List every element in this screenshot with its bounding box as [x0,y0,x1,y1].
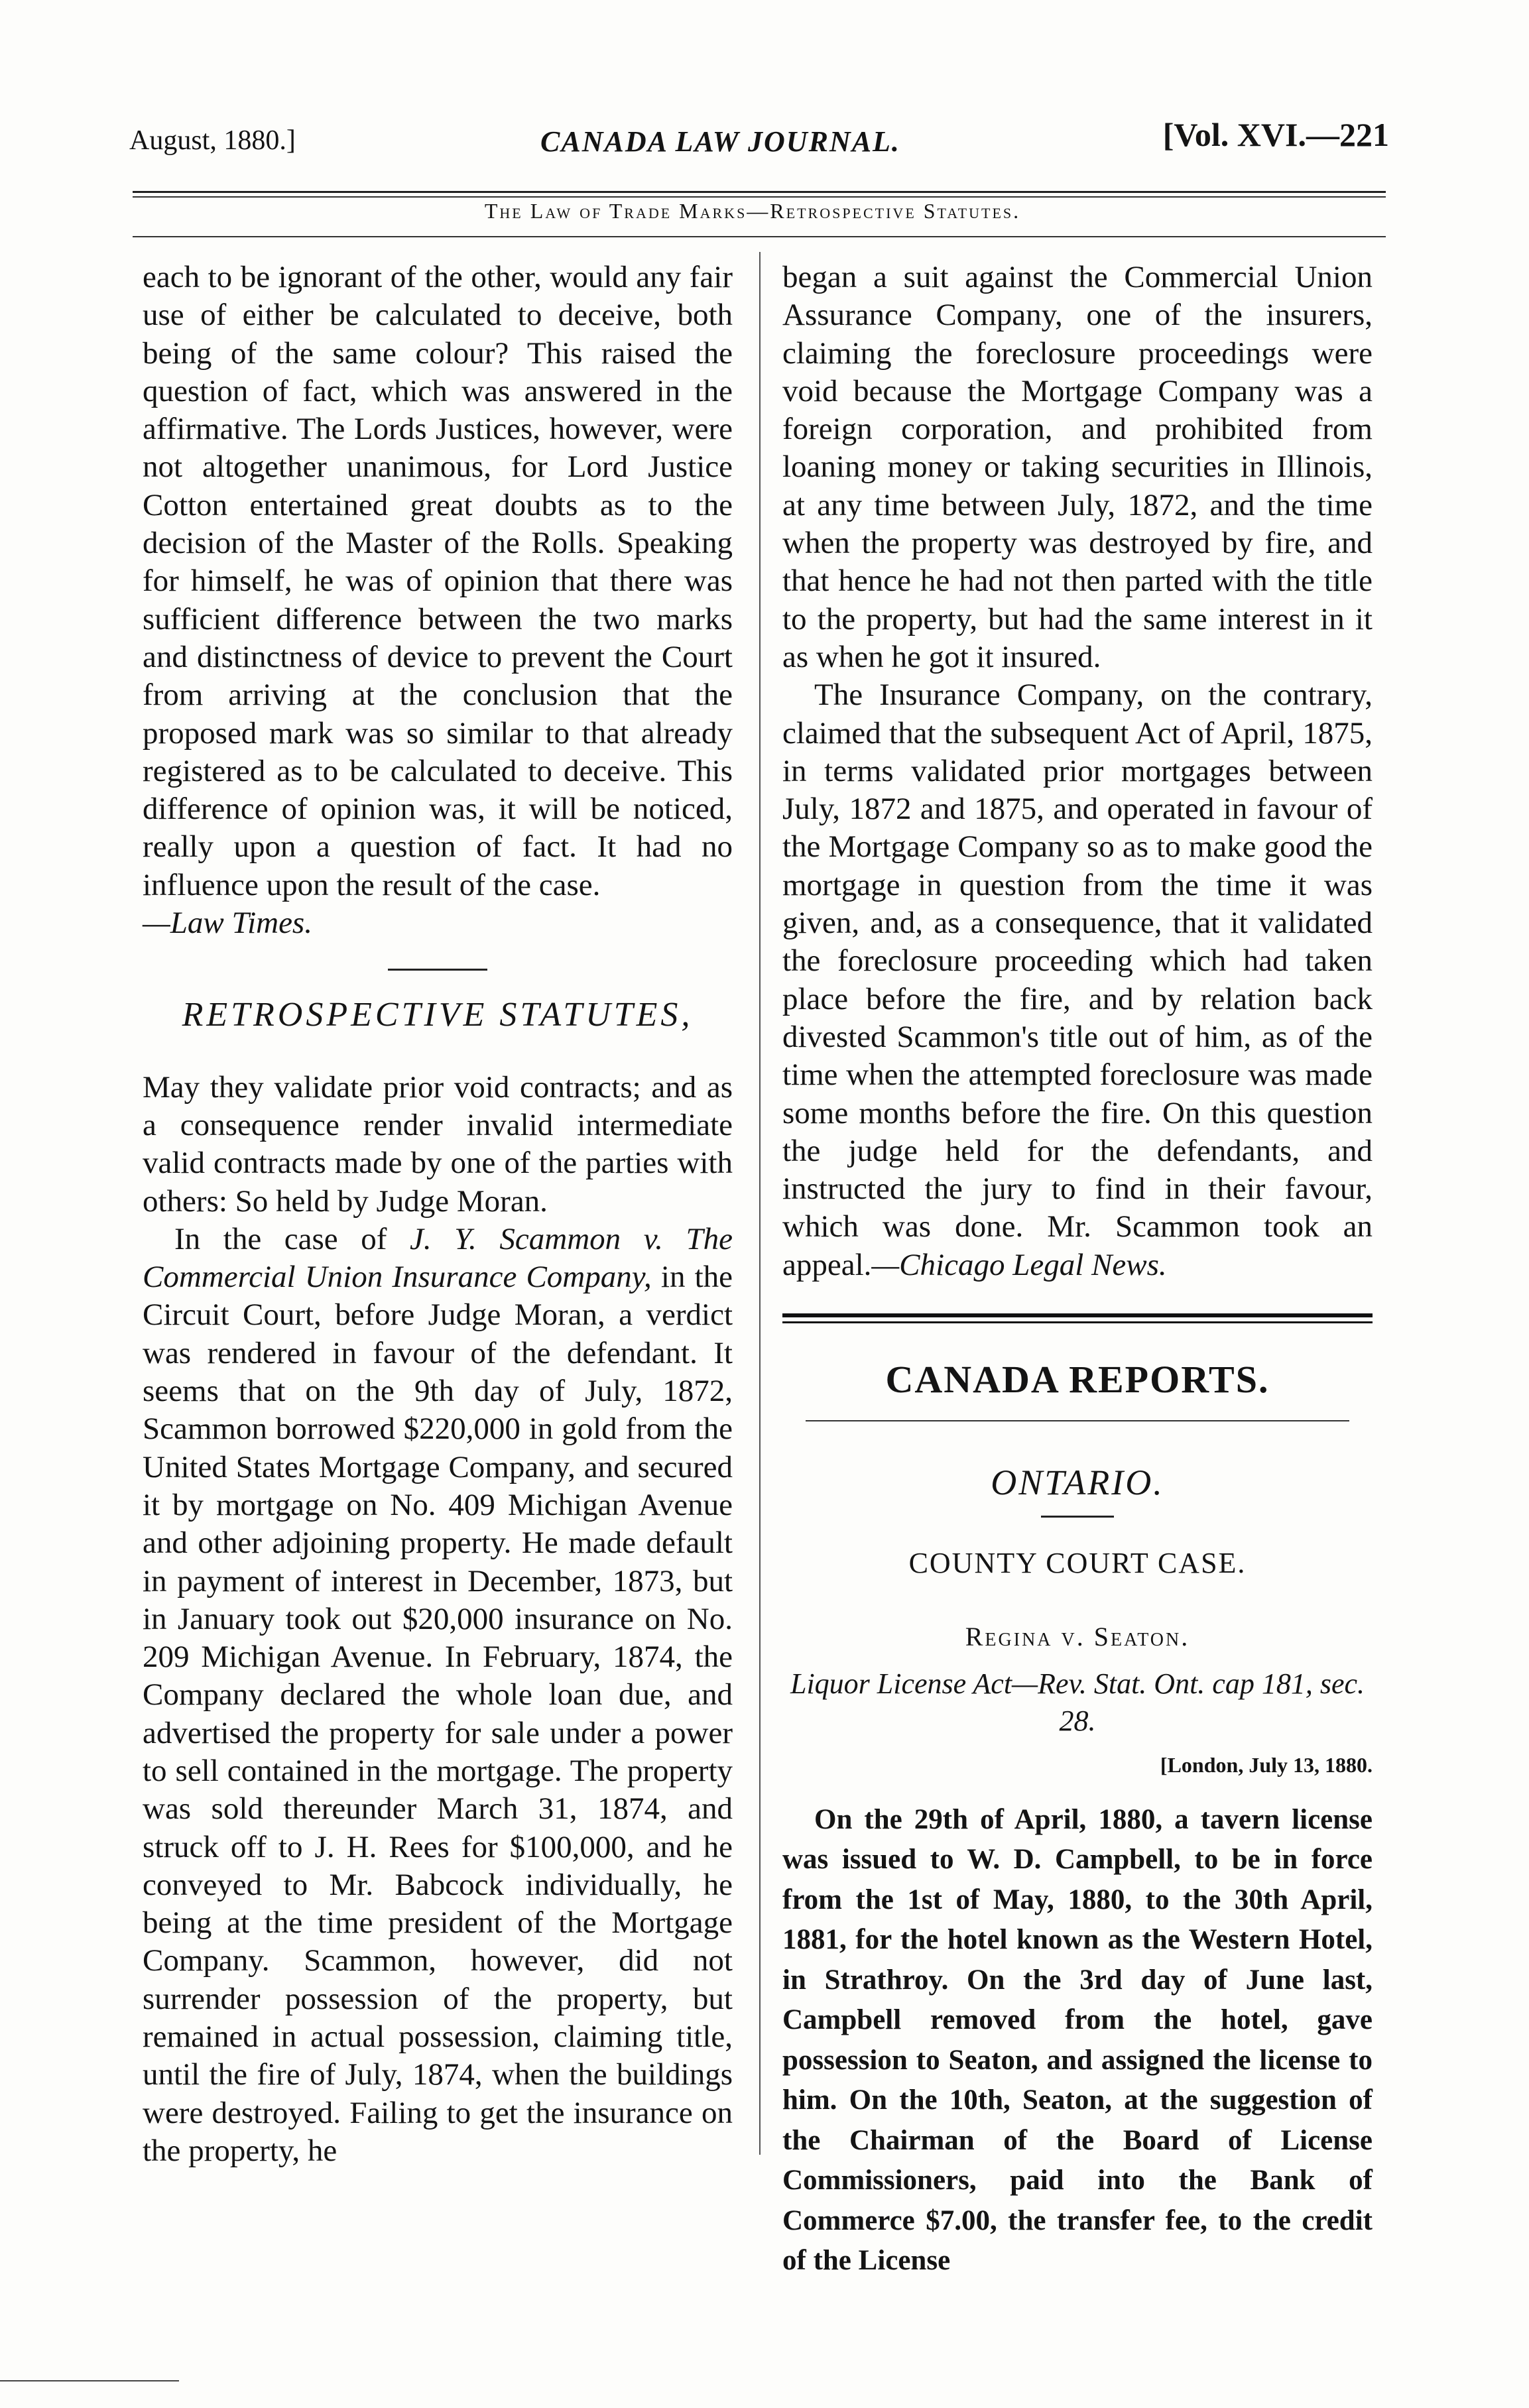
right-column [782,259,1373,2281]
left-column [143,259,733,2170]
section-separator [388,969,487,971]
retrospective-intro-paragraph: May they validate prior void contracts; and as a consequence render invalid intermediate valid contracts made by one of the parties with others: So held by Judge Moran. [143,1069,733,1219]
header-rule-top [133,191,1386,193]
case-subject-text: Liquor License Act—Rev. Stat. Ont. cap 181, sec. 28. [790,1667,1365,1737]
trade-marks-text: each to be ignorant of the other, would any fair use of either be calculated to deceive, both being of the same colour? This raised the question of fact, which was answered in the affirmative. The Lords Justices, however, were not altogether unanimous, for Lord Justice Cotton entertained great doubts as to the decision of the Master of the Rolls. Speaking for himself, he was of opinion that there was sufficient difference between the two marks and distinctness of device to prevent the Court from arriving at the conclusion that the proposed mark was so similar to that already registered as to be calculated to deceive. This difference of opinion was, it will be noticed, really upon a question of fact. It had no influence upon the result of the case. [143,260,733,902]
scammon-case-title: J. Y. Scammon v. The Commercial Union Insurance Company, [143,1221,733,1295]
canada-reports-heading: CANADA REPORTS. [885,1358,1270,1402]
insurance-company-text: The Insurance Company, on the contrary, claimed that the subsequent Act of April, 1875, in terms validated prior mortgages between July, 1872 and 1875, and operated in favour of the Mortgage Company so as to make good the mortgage in question from the time it was given, and, as a consequence, that it validated the foreclosure proceeding which had taken place before the fire, and by relation back divested Scammon's title out of him, as of the time when the attempted foreclosure was made some months before the fire. On this question the judge held for the defendants, and instructed the jury to find in their favour, which was done. Mr. Scammon took an appeal. [782,678,1373,1282]
page-header [129,116,1389,178]
county-court-heading: COUNTY COURT CASE. [908,1547,1247,1580]
scammon-case-text: in the Circuit Court, before Judge Moran, a verdict was rendered in favour of the defendant. It seems that on the 9th day of July, 1872, Scammon borrowed $220,000 in gold from the United States Mortgage Company, and secured it by mortgage on No. 409 Michigan Avenue and other adjoining property. He made default in payment of interest in December, 1873, but in January took out $20,000 insurance on No. 209 Michigan Avenue. In February, 1874, the Company declared the whole loan due, and advertised the property for sale under a power to sell contained in the mortgage. The property was sold thereunder March 31, 1874, and struck off to J. H. Rees for $100,000, and he conveyed to Mr. Babcock individually, he being at the time president of the Mortgage Company. Scammon, however, did not surrender possession of the property, but remained in actual possession, claiming title, until the fire of July, 1874, when the buildings were destroyed. Failing to get the insurance on the property, he [143,1260,733,2168]
scammon-intro: In the case of [174,1221,410,1256]
trade-marks-paragraph [143,259,733,942]
issue-date: August, 1880.] [129,125,296,156]
volume-page-number: [Vol. XVI.—221 [1162,116,1389,153]
seaton-case-paragraph: On the 29th of April, 1880, a tavern license was issued to W. D. Campbell, to be in force from the 1st of May, 1880, to the 30th April, 1881, for the hotel known as the Western Hotel, in Strathroy. On the 3rd day of June last, Campbell removed from the hotel, gave possession to Seaton, and assigned the license to him. On the 10th, Seaton, at the suggestion of the Chairman of the Board of License Commissioners, paid into the Bank of Commerce $7.00, the transfer fee, to the credit of the License [782,1803,1373,2277]
law-times-source: —Law Times. [143,906,312,941]
scammon-case-paragraph [143,1221,733,2170]
chicago-legal-news-source: —Chicago Legal News. [871,1247,1167,1282]
running-title: The Law of Trade Marks—Retrospective Statutes. [484,199,1021,223]
insurance-company-paragraph [782,676,1373,1284]
reports-separator [782,1313,1373,1323]
case-name: Regina v. Seaton. [965,1622,1190,1652]
retrospective-statutes-heading: RETROSPECTIVE STATUTES, [182,996,694,1034]
bottom-margin-rule [0,2380,179,2381]
reports-title-rule [806,1420,1349,1421]
header-rule-bottom [133,196,1386,198]
ontario-heading: ONTARIO. [991,1463,1164,1503]
ontario-rule [1041,1516,1114,1518]
running-title-rule [133,236,1386,237]
journal-title: CANADA LAW JOURNAL. [540,125,900,158]
column-divider [759,252,761,2155]
case-subject [782,1665,1373,1740]
suit-paragraph: began a suit against the Commercial Union Assurance Company, one of the insurers, claiming the foreclosure proceedings were void because the Mortgage Company was a foreign corporation, and prohibited from loaning money or taking securities in Illinois, at any time between July, 1872, and the time when the property was destroyed by fire, and that hence he had not then parted with the title to the property, but had the same interest in it as when he got it insured. [782,260,1373,674]
case-date: [London, July 13, 1880. [1160,1752,1373,1777]
